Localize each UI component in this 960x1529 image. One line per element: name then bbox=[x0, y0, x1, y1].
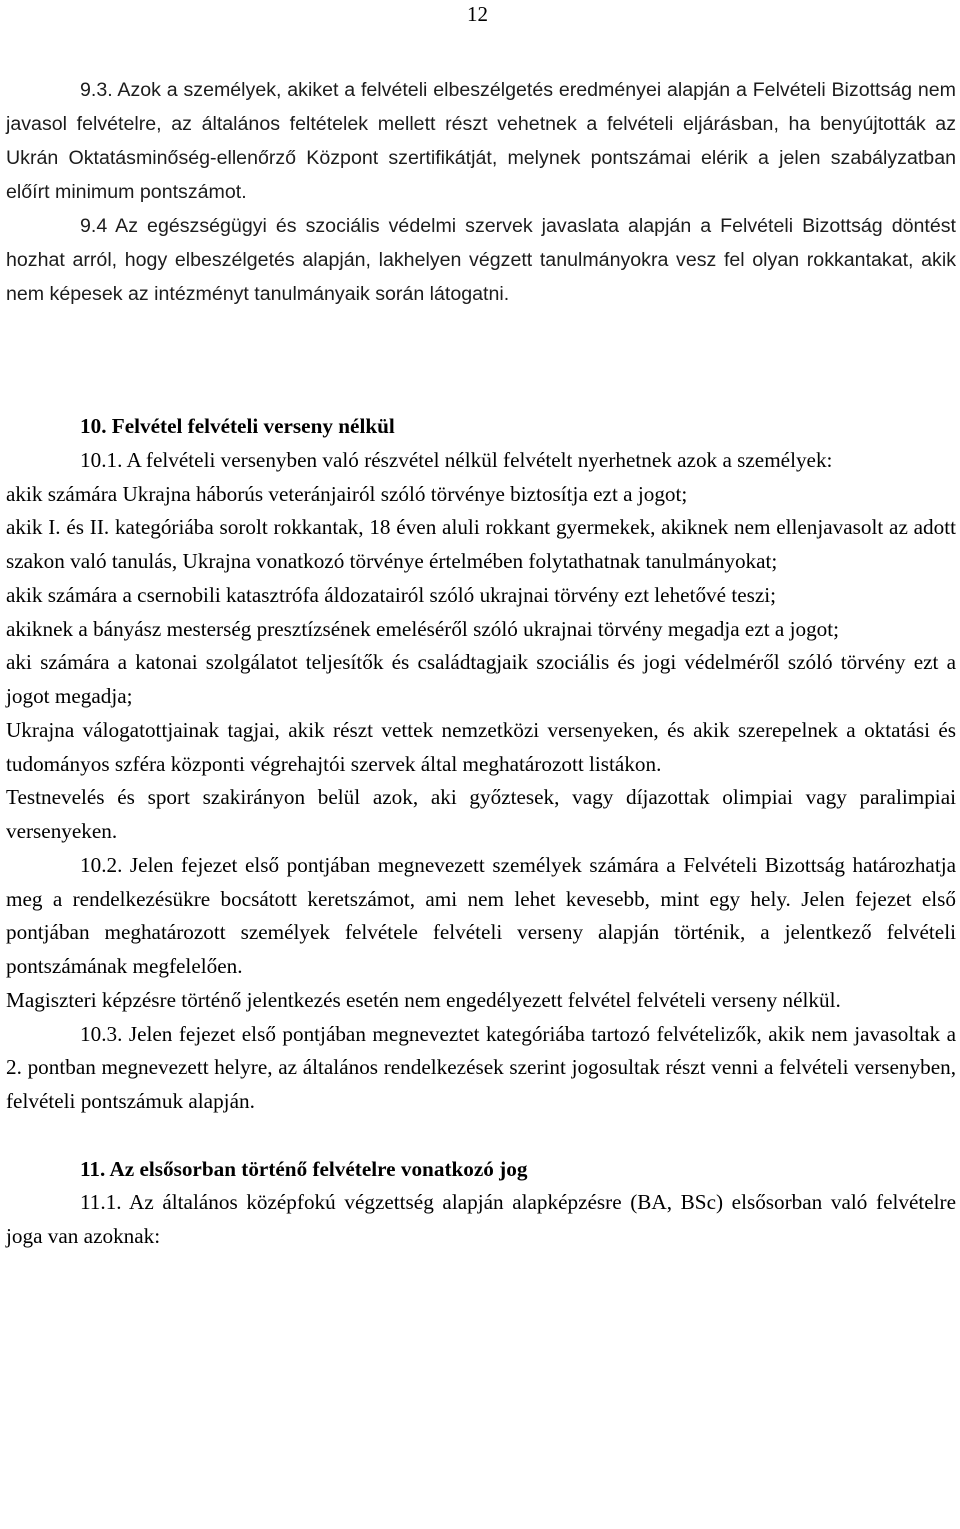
section-9 bbox=[6, 73, 956, 311]
spacer bbox=[6, 1119, 956, 1153]
list-item: akik I. és II. kategóriába sorolt rokkantak, 18 éven aluli rokkant gyermekek, akiknek nem ellenjavasolt az adott szakon való tanulás, Ukrajna vonatkozó törvénye értelmében folytathatnak tanulmányokat; bbox=[6, 515, 956, 573]
paragraph-9-3: 9.3. Azok a személyek, akiket a felvételi elbeszélgetés eredményei alapján a Felvételi Bizottság nem javasol felvételre, az általános feltételek mellett részt vehetnek a felvételi eljárásban, ha benyújtották az Ukrán Oktatásminőség-ellenőrző Központ szertifikátját, melynek pontszámai elérik a jelen szabályzatban előírt minimum pontszámot. bbox=[6, 79, 956, 203]
section-10-11 bbox=[6, 410, 956, 1254]
list-item: aki számára a katonai szolgálatot teljesítők és családtagjaik szociális és jogi védelméről szóló törvény ezt a jogot megadja; bbox=[6, 650, 956, 708]
list-item: akik számára a csernobili katasztrófa áldozatairól szóló ukrajnai törvény ezt lehetővé teszi; bbox=[6, 582, 777, 607]
paragraph-11-1: 11.1. Az általános középfokú végzettség alapján alapképzésre (BA, BSc) elsősorban való felvételre joga van azoknak: bbox=[6, 1190, 956, 1248]
heading-11: 11. Az elsősorban történő felvételre vonatkozó jog bbox=[80, 1156, 528, 1181]
list-item: akiknek a bányász mesterség presztízsének emeléséről szóló ukrajnai törvény megadja ezt a jogot; bbox=[6, 616, 840, 641]
paragraph-9-4: 9.4 Az egészségügyi és szociális védelmi szervek javaslata alapján a Felvételi Bizottság döntést hozhat arról, hogy elbeszélgetés alapján, lakhelyen végzett tanulmányokra vesz fel olyan rokkantakat, akik nem képesek az intézményt tanulmányaik során látogatni. bbox=[6, 215, 956, 305]
heading-10: 10. Felvétel felvételi verseny nélkül bbox=[80, 414, 395, 438]
list-item: Testnevelés és sport szakirányon belül azok, aki győztesek, vagy díjazottak olimpiai vagy paralimpiai versenyeken. bbox=[6, 785, 956, 843]
list-item: Ukrajna válogatottjainak tagjai, akik részt vettek nemzetközi versenyeken, és akik szerepelnek a oktatási és tudományos szféra központi végrehajtói szervek által meghatározott listákon. bbox=[6, 717, 956, 776]
page-number: 12 bbox=[467, 2, 488, 26]
paragraph-10-2: 10.2. Jelen fejezet első pontjában megnevezett személyek számára a Felvételi Bizottság határozhatja meg a rendelkezésükre bocsátott keretszámot, ami nem lehet kevesebb, mint egy hely. Jelen fejezet első pontjában meghatározott személyek felvétele felvételi verseny alapján történik, a jelentkező felvételi pontszámának megfelelően. bbox=[6, 852, 956, 978]
paragraph-10-3: 10.3. Jelen fejezet első pontjában megneveztet kategóriába tartozó felvételizők, akik nem javasoltak a 2. pontban megnevezett helyre, az általános rendelkezések szerint jogosultak részt venni a felvételi versenyben, felvételi pontszámuk alapján. bbox=[6, 1021, 956, 1113]
list-item: akik számára Ukrajna háborús veteránjairól szóló törvénye biztosítja ezt a jogot; bbox=[6, 481, 688, 506]
paragraph-10-1: 10.1. A felvételi versenyben való részvétel nélkül felvételt nyerhetnek azok a személyek: bbox=[80, 447, 833, 472]
paragraph-10-2-magiszteri: Magiszteri képzésre történő jelentkezés esetén nem engedélyezett felvétel felvételi verseny nélkül. bbox=[6, 987, 841, 1012]
